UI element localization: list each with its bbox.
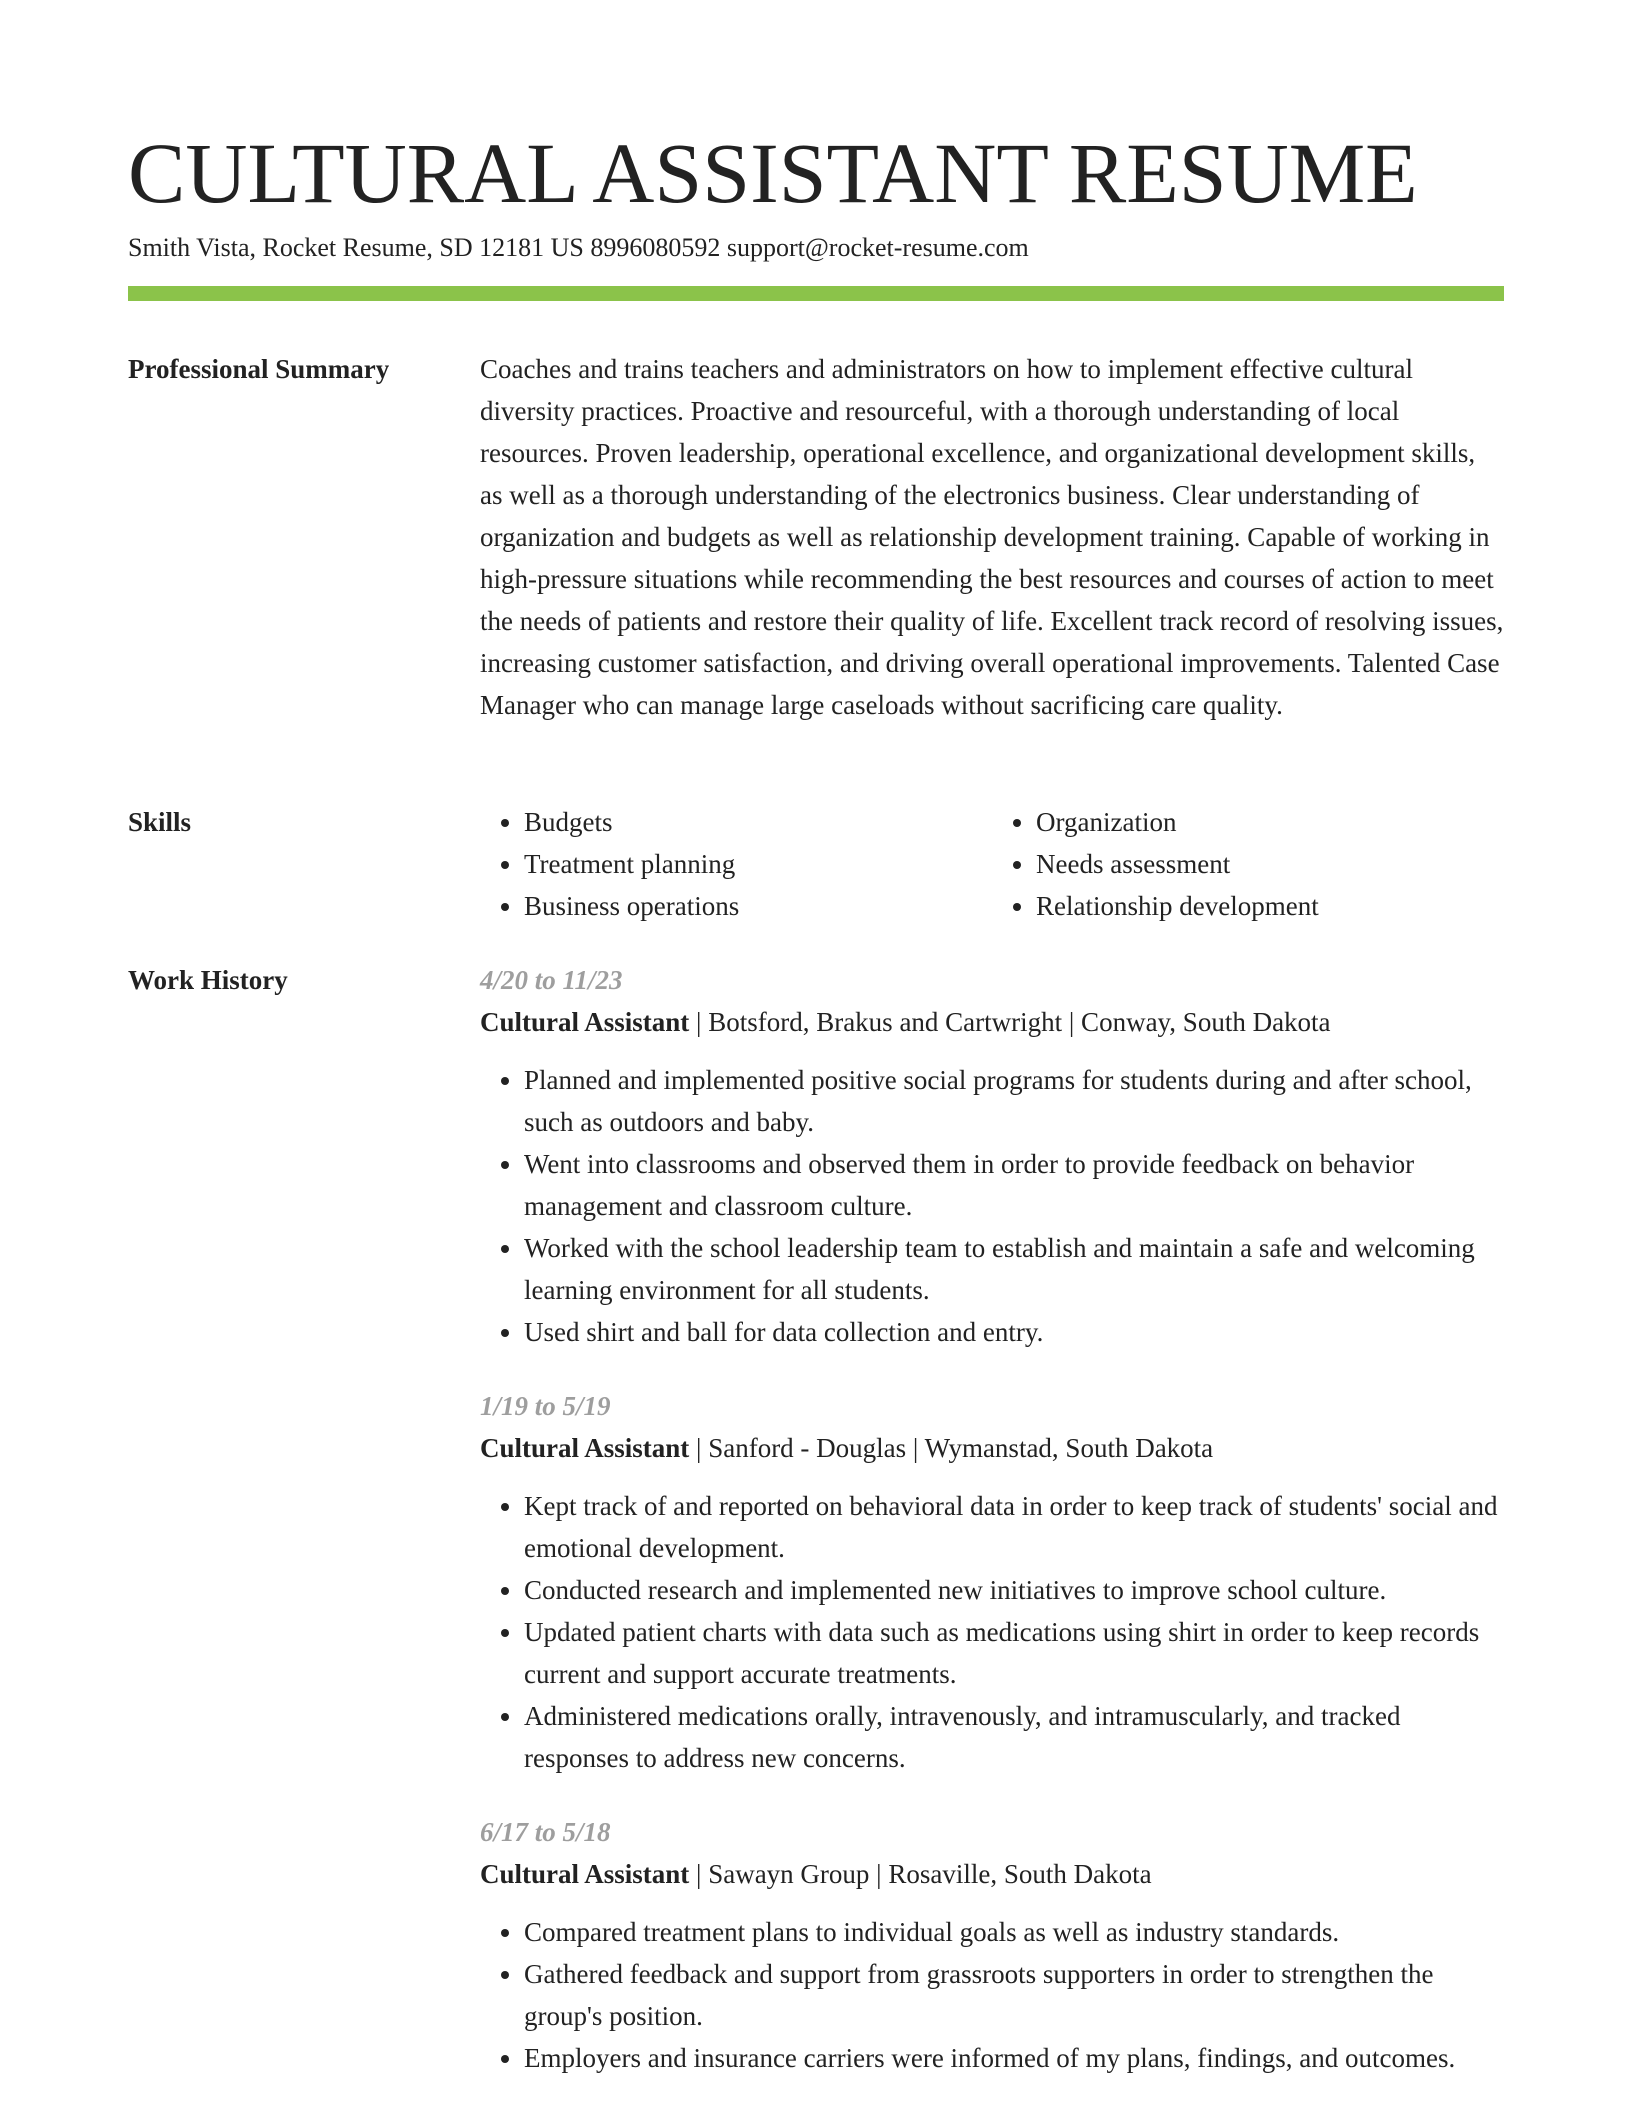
job-bullet: • Kept track of and reported on behavioral data in order to keep track of students' social and emotional development. bbox=[524, 1485, 1504, 1569]
header-divider bbox=[128, 286, 1504, 301]
job-dates: 6/17 to 5/18 bbox=[480, 1817, 611, 1847]
skills-label: Skills bbox=[128, 807, 192, 837]
skill-item: • Budgets bbox=[524, 801, 992, 843]
job-title: Cultural Assistant bbox=[480, 1433, 690, 1463]
job-bullet: • Worked with the school leadership team to establish and maintain a safe and welcoming learning environment for all students. bbox=[524, 1227, 1504, 1311]
job-dates: 1/19 to 5/19 bbox=[480, 1391, 611, 1421]
job-title-line bbox=[480, 1001, 1504, 1043]
skills-grid bbox=[480, 801, 1504, 927]
skill-item: • Organization bbox=[1036, 801, 1504, 843]
job-details: | Botsford, Brakus and Cartwright | Conway, South Dakota bbox=[689, 1007, 1331, 1037]
job-entry bbox=[480, 959, 1504, 1353]
skills-column-left bbox=[480, 801, 992, 927]
skill-item: • Needs assessment bbox=[1036, 843, 1504, 885]
job-title: Cultural Assistant bbox=[480, 1859, 690, 1889]
job-bullet: • Went into classrooms and observed them in order to provide feedback on behavior management and classroom culture. bbox=[524, 1143, 1504, 1227]
summary-body bbox=[480, 348, 1504, 726]
skills-column-right bbox=[992, 801, 1504, 927]
resume-title: CULTURAL ASSISTANT RESUME bbox=[128, 125, 1418, 221]
job-bullets bbox=[480, 1059, 1504, 1353]
work-history-label: Work History bbox=[128, 965, 288, 995]
job-bullet: • Compared treatment plans to individual goals as well as industry standards. bbox=[524, 1911, 1504, 1953]
job-title: Cultural Assistant bbox=[480, 1007, 690, 1037]
job-details: | Sawayn Group | Rosaville, South Dakota bbox=[689, 1859, 1152, 1889]
job-entry bbox=[480, 1385, 1504, 1779]
contact-info: Smith Vista, Rocket Resume, SD 12181 US 8996080592 support@rocket-resume.com bbox=[128, 233, 1029, 262]
job-bullet: • Used shirt and ball for data collection and entry. bbox=[524, 1311, 1504, 1353]
summary-text: Coaches and trains teachers and administrators on how to implement effective cultural diversity practices. Proactive and resourceful, with a thorough understanding of local resources. Proven leadership, operational excellence, and organizational development skills, as well as a thorough understanding of the electronics business. Clear understanding of organization and budgets as well as relationship development training. Capable of working in high-pressure situations while recommending the best resources and courses of action to meet the needs of patients and restore their quality of life. Excellent track record of resolving issues, increasing customer satisfaction, and driving overall operational improvements. Talented Case Manager who can manage large caseloads without sacrificing care quality. bbox=[480, 354, 1504, 720]
job-title-line bbox=[480, 1853, 1504, 1895]
skill-item: • Business operations bbox=[524, 885, 992, 927]
skills-body bbox=[480, 801, 1504, 927]
job-bullets bbox=[480, 1485, 1504, 1779]
job-dates: 4/20 to 11/23 bbox=[480, 965, 623, 995]
job-bullets bbox=[480, 1911, 1504, 2079]
job-entry bbox=[480, 1811, 1504, 2079]
skill-item: • Relationship development bbox=[1036, 885, 1504, 927]
job-bullet: • Updated patient charts with data such as medications using shirt in order to keep records current and support accurate treatments. bbox=[524, 1611, 1504, 1695]
job-bullet: • Employers and insurance carriers were informed of my plans, findings, and outcomes. bbox=[524, 2037, 1504, 2079]
job-title-line bbox=[480, 1427, 1504, 1469]
job-bullet: • Conducted research and implemented new initiatives to improve school culture. bbox=[524, 1569, 1504, 1611]
job-bullet: • Gathered feedback and support from grassroots supporters in order to strengthen the group's position. bbox=[524, 1953, 1504, 2037]
job-details: | Sanford - Douglas | Wymanstad, South Dakota bbox=[689, 1433, 1214, 1463]
job-bullet: • Planned and implemented positive social programs for students during and after school, such as outdoors and baby. bbox=[524, 1059, 1504, 1143]
job-bullet: • Administered medications orally, intravenously, and intramuscularly, and tracked responses to address new concerns. bbox=[524, 1695, 1504, 1779]
skill-item: • Treatment planning bbox=[524, 843, 992, 885]
summary-label: Professional Summary bbox=[128, 354, 390, 384]
